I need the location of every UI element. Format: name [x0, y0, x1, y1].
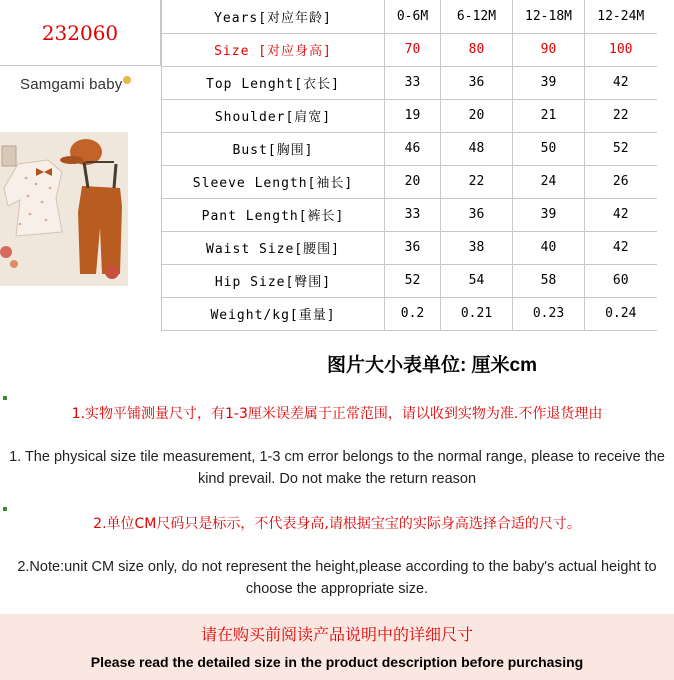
table-row — [162, 264, 657, 297]
row-label: Top Lenght[衣长] — [162, 66, 385, 99]
table-cell: 46 — [385, 132, 441, 165]
table-cell: 19 — [385, 99, 441, 132]
age-col-0: 0-6M — [385, 0, 441, 33]
table-cell: 36 — [385, 231, 441, 264]
table-cell: 20 — [385, 165, 441, 198]
table-header-row — [162, 0, 657, 33]
table-cell: 40 — [513, 231, 585, 264]
table-row — [162, 99, 657, 132]
note1-chinese: 1.实物平铺测量尺寸，有1-3厘米误差属于正常范围，请以收到实物为准.不作退货理由 — [71, 406, 603, 422]
brand-logo — [20, 76, 131, 93]
table-cell: 22 — [441, 165, 513, 198]
note2-english: 2.Note:unit CM size only, do not represent the height,please according to the baby's actual height to choose the appropriate size. — [17, 559, 657, 597]
table-row — [162, 165, 657, 198]
table-cell: 42 — [585, 66, 657, 99]
row-label: Hip Size[臀围] — [162, 264, 385, 297]
row-label: Sleeve Length[袖长] — [162, 165, 385, 198]
row-label: Bust[胸围] — [162, 132, 385, 165]
table-cell: 0.2 — [385, 297, 441, 330]
size-chart-table — [161, 0, 657, 331]
table-row — [162, 231, 657, 264]
table-cell: 36 — [441, 66, 513, 99]
height-value: 80 — [441, 33, 513, 66]
age-col-2: 12-18M — [513, 0, 585, 33]
row-label: Pant Length[裤长] — [162, 198, 385, 231]
table-cell: 60 — [585, 264, 657, 297]
age-header: Years[对应年龄] — [162, 0, 385, 33]
height-value: 70 — [385, 33, 441, 66]
row-label: Waist Size[腰围] — [162, 231, 385, 264]
table-cell: 0.21 — [441, 297, 513, 330]
table-cell: 21 — [513, 99, 585, 132]
table-cell: 52 — [385, 264, 441, 297]
age-col-3: 12-24M — [585, 0, 657, 33]
table-cell: 48 — [441, 132, 513, 165]
height-value: 100 — [585, 33, 657, 66]
table-cell: 42 — [585, 198, 657, 231]
brand-dot-icon — [123, 76, 131, 84]
table-cell: 0.23 — [513, 297, 585, 330]
footer-english: Please read the detailed size in the product description before purchasing — [90, 654, 584, 670]
table-cell: 54 — [441, 264, 513, 297]
table-cell: 38 — [441, 231, 513, 264]
bullet-marker-icon — [3, 507, 7, 511]
table-row — [162, 198, 657, 231]
table-cell: 22 — [585, 99, 657, 132]
footer-chinese: 请在购买前阅读产品说明中的详细尺寸 — [200, 625, 473, 644]
row-label: Weight/kg[重量] — [162, 297, 385, 330]
row-label: Shoulder[肩宽] — [162, 99, 385, 132]
table-cell: 52 — [585, 132, 657, 165]
age-col-1: 6-12M — [441, 0, 513, 33]
table-row — [162, 132, 657, 165]
table-cell: 20 — [441, 99, 513, 132]
unit-title: 图片大小表单位: 厘米cm — [326, 355, 538, 376]
table-cell: 42 — [585, 231, 657, 264]
height-label: Size [对应身高] — [162, 33, 385, 66]
table-cell: 26 — [585, 165, 657, 198]
table-cell: 36 — [441, 198, 513, 231]
note2-chinese: 2.单位CM尺码只是标示，不代表身高,请根据宝宝的实际身高选择合适的尺寸。 — [93, 516, 581, 532]
note1-english: 1. The physical size tile measurement, 1-3 cm error belongs to the normal range, please to receive the kind prevail. Do not make the return reason — [9, 449, 665, 487]
table-cell: 50 — [513, 132, 585, 165]
table-cell: 39 — [513, 198, 585, 231]
table-cell: 0.24 — [585, 297, 657, 330]
table-cell: 24 — [513, 165, 585, 198]
table-cell: 33 — [385, 66, 441, 99]
height-value: 90 — [513, 33, 585, 66]
product-code: 232060 — [0, 0, 161, 66]
bullet-marker-icon — [3, 396, 7, 400]
table-cell: 58 — [513, 264, 585, 297]
table-row — [162, 297, 657, 330]
product-photo — [0, 132, 128, 286]
table-cell: 33 — [385, 198, 441, 231]
brand-name: Samgami baby — [20, 76, 123, 93]
table-row — [162, 66, 657, 99]
product-outfit-illustration — [0, 132, 128, 286]
height-row — [162, 33, 657, 66]
table-cell: 39 — [513, 66, 585, 99]
